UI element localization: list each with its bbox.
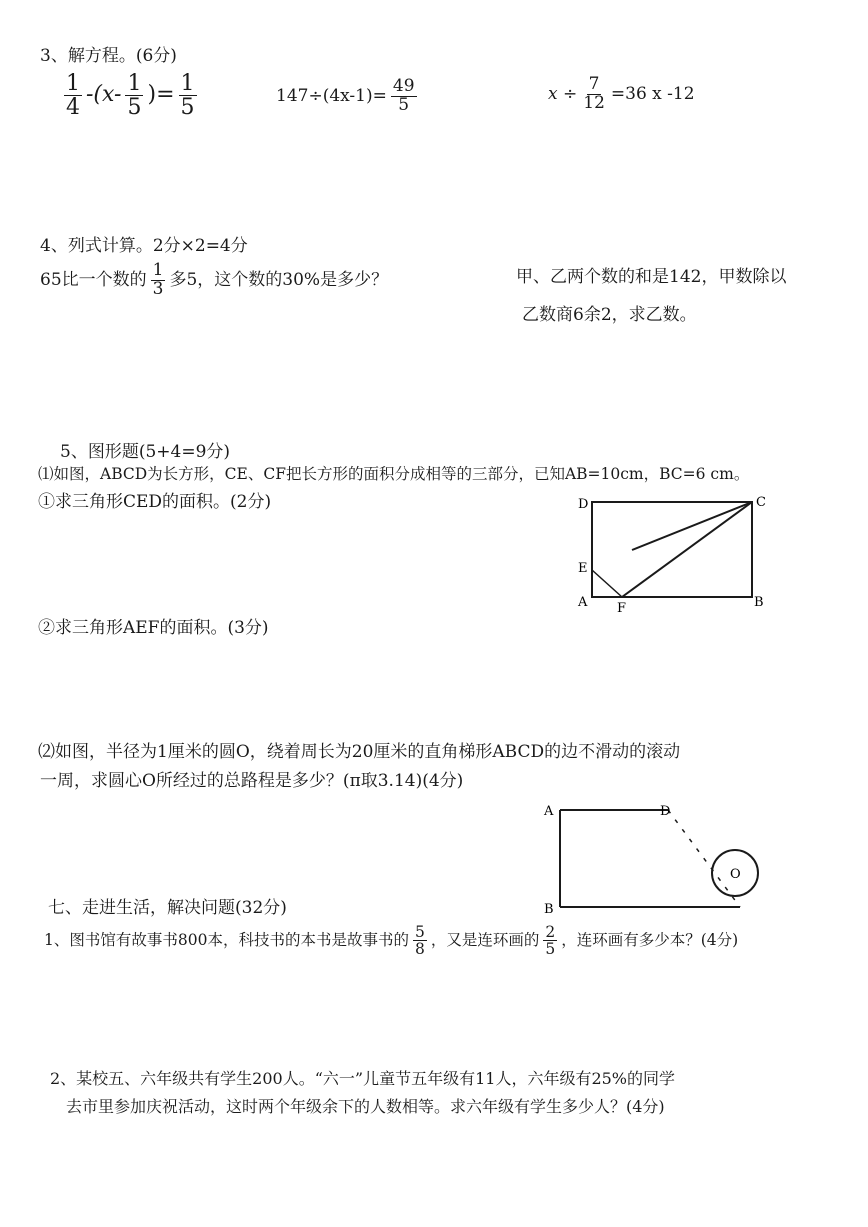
section-4-title: 4、列式计算。2分×2=4分 bbox=[40, 236, 248, 256]
figure-trapezoid-abcd bbox=[540, 795, 770, 925]
question-4-2-line2: 乙数商6余2，求乙数。 bbox=[522, 305, 697, 325]
problem-5-1b: ②求三角形AEF的面积。(3分) bbox=[38, 618, 269, 638]
fraction: $\frac{1}{3}$ bbox=[152, 260, 164, 299]
fraction: $\frac{1}{5}$ bbox=[180, 71, 195, 121]
question-7-2-line1: 2、某校五、六年级共有学生200人。“六一”儿童节五年级有11人，六年级有25%的同学 bbox=[50, 1069, 676, 1088]
label-o: O bbox=[730, 867, 741, 882]
label-d: D bbox=[660, 804, 671, 819]
question-7-2-line2: 去市里参加庆祝活动，这时两个年级余下的人数相等。求六年级有学生多少人？(4分) bbox=[66, 1097, 665, 1116]
problem-5-1a: ①求三角形CED的面积。(2分) bbox=[38, 492, 272, 512]
problem-5-2-line1: ⑵如图，半径为1厘米的圆O，绕着周长为20厘米的直角梯形ABCD的边不滑动的滚动 bbox=[38, 742, 681, 762]
section-7-title: 七、走进生活，解决问题(32分) bbox=[48, 898, 287, 918]
fraction: $\frac{5}{8}$ bbox=[414, 923, 425, 959]
segment-cf bbox=[622, 502, 752, 597]
edge-dc bbox=[668, 810, 740, 907]
label-f: F bbox=[617, 601, 627, 616]
segment-ef bbox=[592, 570, 622, 597]
label-b: B bbox=[544, 902, 554, 917]
question-7-1: 1、图书馆有故事书800本，科技书的本书是故事书的 $\frac{5}{8}$ ，又是连环画的 $\frac{2}{5}$ ，连环画有多少本？(4分) bbox=[44, 923, 739, 959]
figure-rectangle-abcd bbox=[570, 490, 780, 620]
label-c: C bbox=[756, 495, 766, 510]
fraction: $\frac{1}{4}$ bbox=[66, 71, 80, 121]
fraction: $\frac{7}{12}$ bbox=[583, 74, 605, 113]
equation-2: 147÷(4x-1)= $\frac{49}{5}$ bbox=[276, 76, 415, 115]
section-5-title: 5、图形题(5+4=9分) bbox=[60, 442, 231, 462]
question-4-2-line1: 甲、乙两个数的和是142，甲数除以 bbox=[516, 267, 787, 287]
fraction: $\frac{49}{5}$ bbox=[392, 76, 415, 115]
label-d: D bbox=[578, 497, 589, 512]
label-a: A bbox=[544, 804, 554, 819]
label-e: E bbox=[578, 561, 588, 576]
fraction: $\frac{1}{5}$ bbox=[127, 71, 142, 121]
label-a: A bbox=[578, 595, 588, 610]
question-4-1: 65比一个数的 $\frac{1}{3}$ 多5，这个数的30%是多少？ bbox=[40, 260, 389, 299]
segment-ce bbox=[632, 502, 752, 550]
problem-5-1: ⑴如图，ABCD为长方形，CE、CF把长方形的面积分成相等的三部分，已知AB=10cm，BC=6 cm。 bbox=[38, 465, 750, 483]
equation-3: x ÷ $\frac{7}{12}$ =36 x -12 bbox=[548, 74, 695, 113]
fraction: $\frac{2}{5}$ bbox=[545, 923, 556, 959]
equation-1: $\frac{1}{4}$ -(x- $\frac{1}{5}$ )= $\frac{1}{5}$ bbox=[66, 71, 195, 121]
problem-5-2-line2: 一周，求圆心O所经过的总路程是多少？(π取3.14)(4分) bbox=[40, 771, 464, 791]
section-3-title: 3、解方程。(6分) bbox=[40, 46, 177, 66]
label-b: B bbox=[754, 595, 764, 610]
rectangle bbox=[592, 502, 752, 597]
